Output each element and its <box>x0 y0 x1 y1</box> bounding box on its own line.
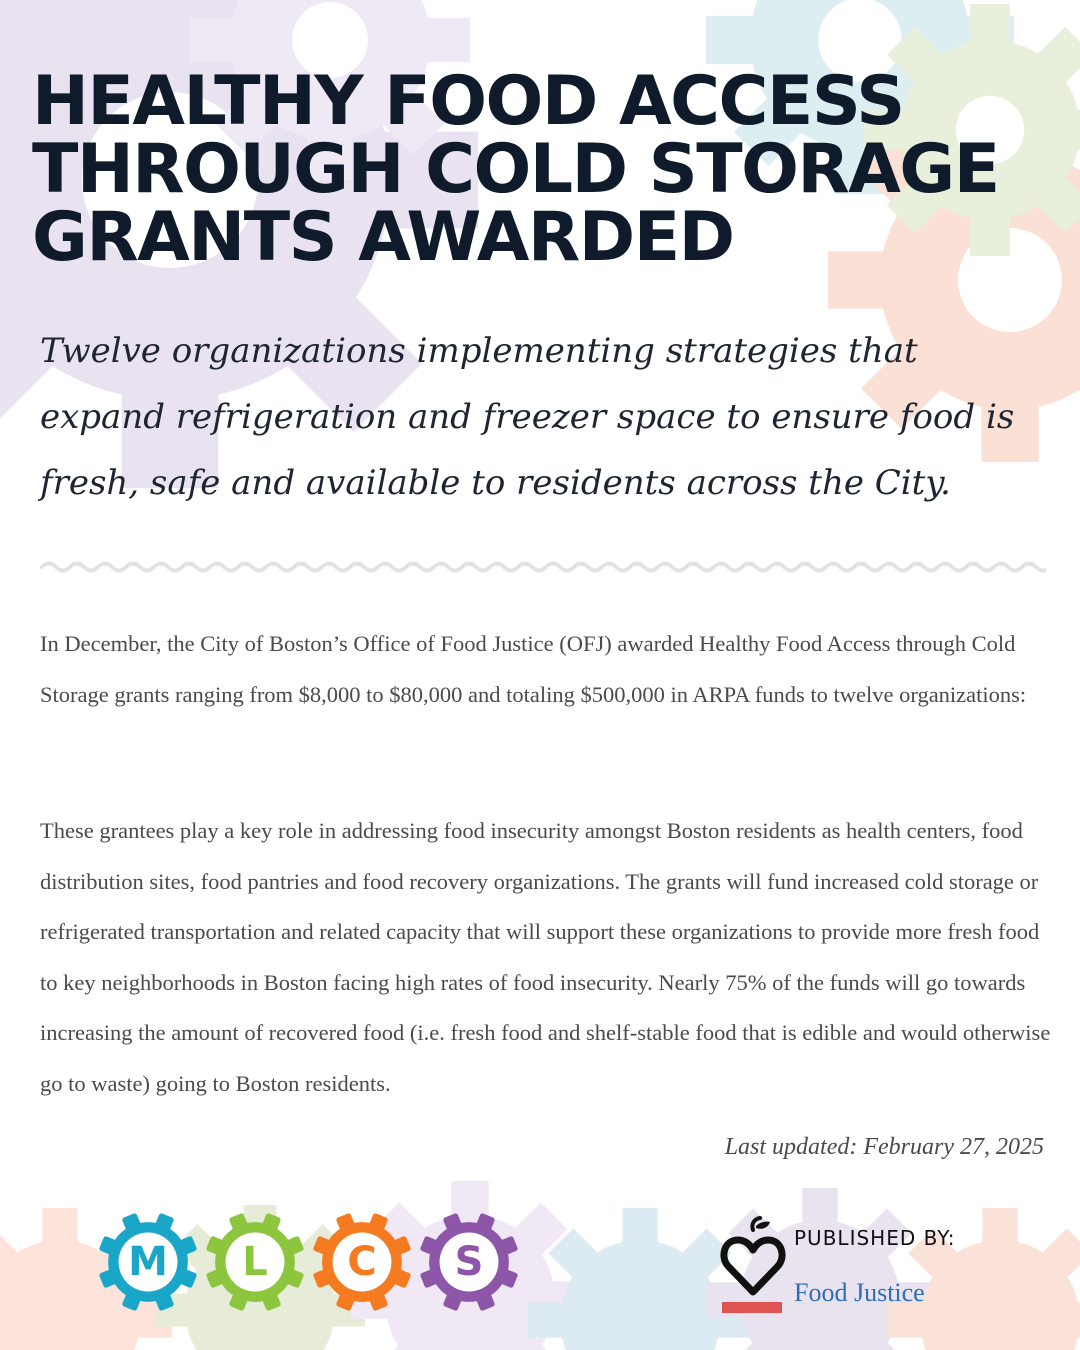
badge-m <box>96 1210 200 1314</box>
published-by-label: PUBLISHED BY: <box>794 1226 956 1250</box>
badge-l-letter: L <box>242 1239 268 1285</box>
page-title <box>32 62 1062 277</box>
publisher-block <box>718 1216 1058 1316</box>
grantees-paragraph: These grantees play a key role in addressing food insecurity amongst Boston residents as health centers, food distribution sites, food pantries and food recovery organizations. The grants will fund increased cold storage or refrigerated transportation and related capacity that will support these organizations to provide more fresh food to key neighborhoods in Boston facing high rates of food insecurity. Nearly 75% of the funds will go towards increasing the amount of recovered food (i.e. fresh food and shelf-stable food that is edible and would otherwise go to waste) going to Boston residents. <box>40 818 1051 1096</box>
publisher-name-link[interactable]: Food Justice <box>794 1278 925 1307</box>
badge-c <box>310 1210 414 1314</box>
badge-s-letter: S <box>454 1239 484 1285</box>
badge-m-letter: M <box>128 1239 168 1285</box>
wavy-divider <box>40 556 1046 578</box>
badge-s <box>417 1210 521 1314</box>
intro-paragraph: In December, the City of Boston’s Office of Food Justice (OFJ) awarded Healthy Food Access through Cold Storage grants ranging from $8,000 to $80,000 and totaling $500,000 in ARPA funds to twelve organizations: <box>40 631 1027 707</box>
title-line-3: GRANTS AWARDED <box>32 198 734 277</box>
subtitle: Twelve organizations implementing strategies that expand refrigeration and freezer space to ensure food is fresh, safe and available to residents across the City. <box>40 331 1015 503</box>
title-line-1: HEALTHY FOOD ACCESS <box>32 62 904 141</box>
apple-heart-icon <box>718 1216 788 1316</box>
program-badges <box>96 1210 526 1316</box>
badge-c-letter: C <box>347 1239 377 1285</box>
title-line-2: THROUGH COLD STORAGE <box>32 130 999 209</box>
badge-l <box>203 1210 307 1314</box>
last-updated: Last updated: February 27, 2025 <box>724 1134 1044 1160</box>
